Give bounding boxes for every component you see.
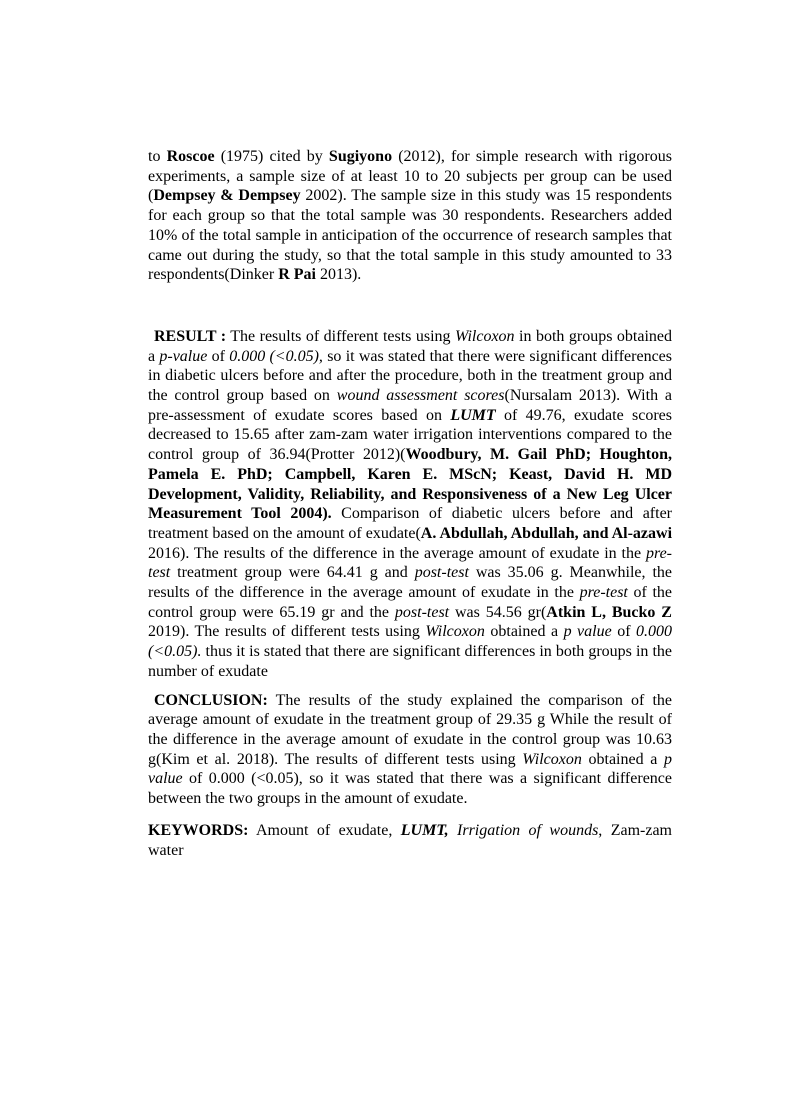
text-run: CONCLUSION: — [154, 691, 268, 709]
text-run: 2019). The results of different tests using — [148, 623, 426, 641]
text-run: 2013). — [315, 266, 362, 284]
text-run: so it was stated that there were significant differences in diabetic ulcers before and after the procedure, both in the treatment group and the control group based on — [148, 347, 673, 405]
document-page — [148, 147, 672, 860]
text-run: was 35.06 g. Meanwhile, the results of the difference in the average amount of exudate in the — [148, 564, 673, 602]
text-run: 2016). The results of the difference in the average amount of exudate in the — [148, 544, 646, 562]
text-run: to — [148, 148, 167, 165]
text-run: The results of the study explained the comparison of the average amount of exudate in the treatment group of 29.35 g While the result of the difference in the average amount of exudate in the control group was 10.63 g(Kim et al. 2018). The results of different tests using — [148, 691, 672, 768]
text-run: Dempsey & Dempsey — [153, 187, 301, 205]
text-run: pre-test — [579, 584, 628, 602]
text-run: R Pai — [278, 266, 316, 284]
text-run: wound assessment scores — [336, 387, 505, 405]
text-run: post-test — [394, 603, 450, 621]
text-run: LUMT — [450, 406, 496, 424]
paragraph-conclusion — [148, 691, 672, 809]
text-run: pre-test — [148, 544, 672, 582]
text-run: obtained a — [484, 623, 564, 641]
text-run: Comparison of diabetic ulcers before and after treatment based on the amount of exudate( — [148, 505, 673, 542]
text-run: Sugiyono — [328, 148, 393, 165]
text-run: obtained a — [581, 750, 664, 768]
text-run: Wilcoxon — [425, 623, 485, 641]
paragraph-keywords — [148, 821, 672, 860]
text-run: treatment group were 64.41 g and — [170, 564, 415, 582]
text-run: 2002). The sample size in this study was 15 respondents for each group so that the total sample was 30 respondents. Researchers added 10% of the total sample in anticipation of the occurrence of research samples that came out during the study, so that the total sample in this study amounted to 33 respondents(Dinker — [148, 187, 673, 284]
text-run: was 54.56 gr( — [449, 603, 547, 621]
text-run: Amount of exudate, — [248, 821, 401, 839]
text-run: thus it is stated that there are significant differences in both groups in the number of exudate — [148, 643, 672, 680]
text-run: of 0.000 (<0.05), so it was stated that there was a significant difference between the two groups in the amount of exudate. — [148, 770, 672, 808]
text-run: of — [611, 623, 637, 641]
document-text-block — [148, 147, 672, 860]
text-run: 0.000 (<0.05), — [229, 347, 323, 365]
text-run: p value — [563, 623, 612, 641]
text-run: RESULT : — [154, 327, 227, 345]
text-run: (Nursalam 2013). With a pre-assessment of exudate scores based on — [148, 387, 673, 424]
text-run: Irrigation of wounds — [457, 821, 599, 839]
text-run: p value — [148, 750, 672, 788]
text-run: (1975) cited by — [214, 148, 329, 165]
text-run: in both groups obtained a — [148, 327, 673, 365]
text-run: post-test — [414, 564, 469, 582]
text-run: A. Abdullah, Abdullah, and Al-azawi — [420, 524, 673, 542]
text-run: of — [207, 347, 230, 365]
text-run: Roscoe — [166, 148, 215, 165]
text-run: LUMT, — [400, 821, 449, 839]
text-run: Woodbury, M. Gail PhD; Houghton, Pamela E. PhD; Campbell, Karen E. MScN; Keast, David H. MD Development, Validity, Reliability, and Responsiveness of a New Leg Ulcer Measurement Tool 2004). — [148, 446, 672, 523]
text-run: of 49.76, exudate scores decreased to 15.65 after zam-zam water irrigation interventions compared to the control group of 36.94(Protter 2012)( — [148, 406, 673, 464]
text-run: p-value — [159, 347, 208, 365]
text-run: Atkin L, Bucko Z — [546, 603, 672, 621]
text-run — [449, 822, 457, 839]
text-run: 0.000 (<0.05). — [148, 623, 673, 661]
paragraph-sample-size — [148, 147, 672, 285]
text-run: (2012), for simple research with rigorous experiments, a sample size of at least 10 to 20 subjects per group can be used ( — [148, 148, 672, 205]
text-run: KEYWORDS: — [148, 821, 249, 839]
text-run: Wilcoxon — [455, 327, 515, 345]
text-run: , Zam-zam water — [148, 821, 673, 859]
paragraph-result — [148, 327, 672, 682]
text-run: Wilcoxon — [522, 750, 582, 768]
text-run: of the control group were 65.19 gr and the — [148, 584, 672, 621]
text-run: The results of different tests using — [226, 327, 456, 345]
